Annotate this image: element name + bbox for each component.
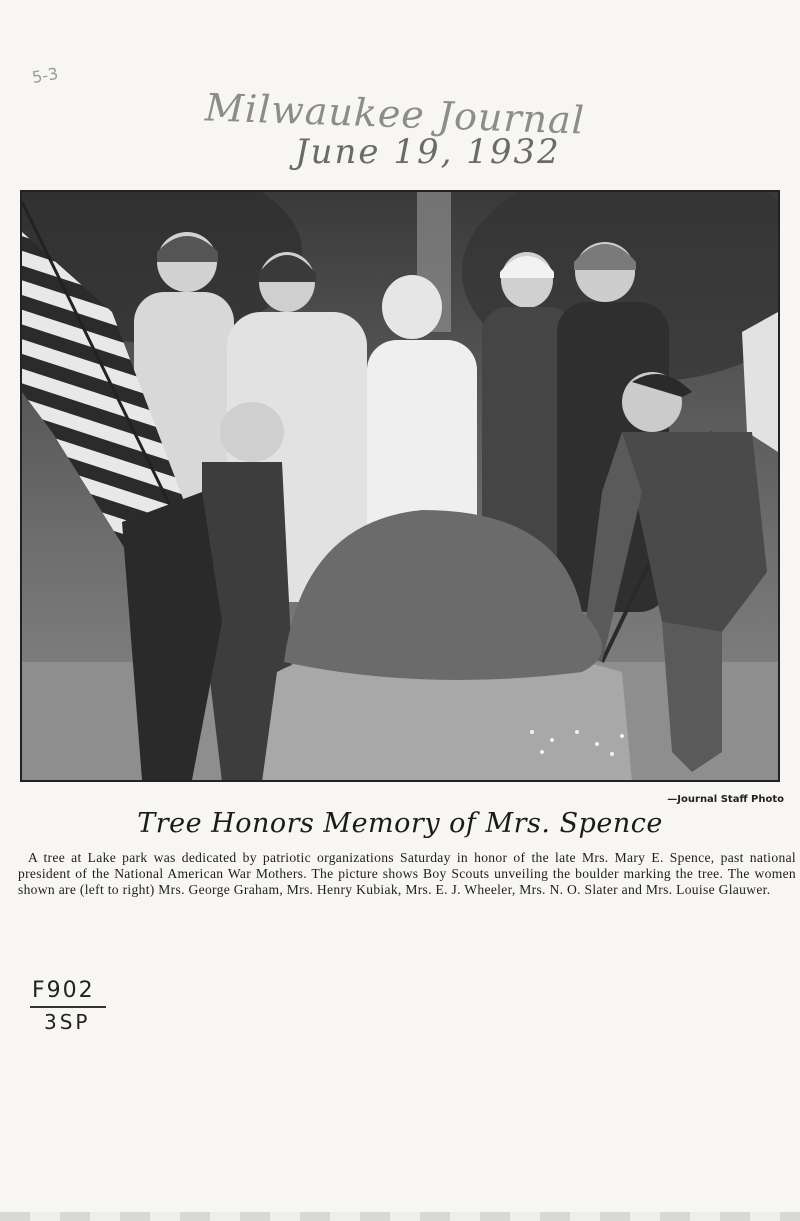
headline: Tree Honors Memory of Mrs. Spence bbox=[137, 808, 663, 839]
news-photograph bbox=[20, 190, 780, 782]
scan-bottom-edge bbox=[0, 1212, 800, 1221]
photo-illustration bbox=[22, 192, 778, 780]
handwritten-file-code: F902 bbox=[32, 978, 95, 1003]
handwritten-date: June 19, 1932 bbox=[295, 132, 561, 172]
corner-pencil-mark: 5-3 bbox=[30, 63, 60, 88]
photo-credit: —Journal Staff Photo bbox=[667, 794, 784, 805]
handwritten-file-sub: 3SP bbox=[44, 1010, 91, 1034]
photo-caption: A tree at Lake park was dedicated by patriotic organizations Saturday in honor of the late Mrs. Mary E. Spence, past national president of the National American War Mothers. The picture shows Boy Scouts unveiling the boulder marking the tree. The women shown are (left to right) Mrs. George Graham, Mrs. Henry Kubiak, Mrs. E. J. Wheeler, Mrs. N. O. Slater and Mrs. Louise Glauwer. bbox=[18, 850, 796, 897]
handwritten-masthead: Milwaukee Journal bbox=[204, 85, 586, 143]
file-code-underline bbox=[30, 1006, 106, 1008]
